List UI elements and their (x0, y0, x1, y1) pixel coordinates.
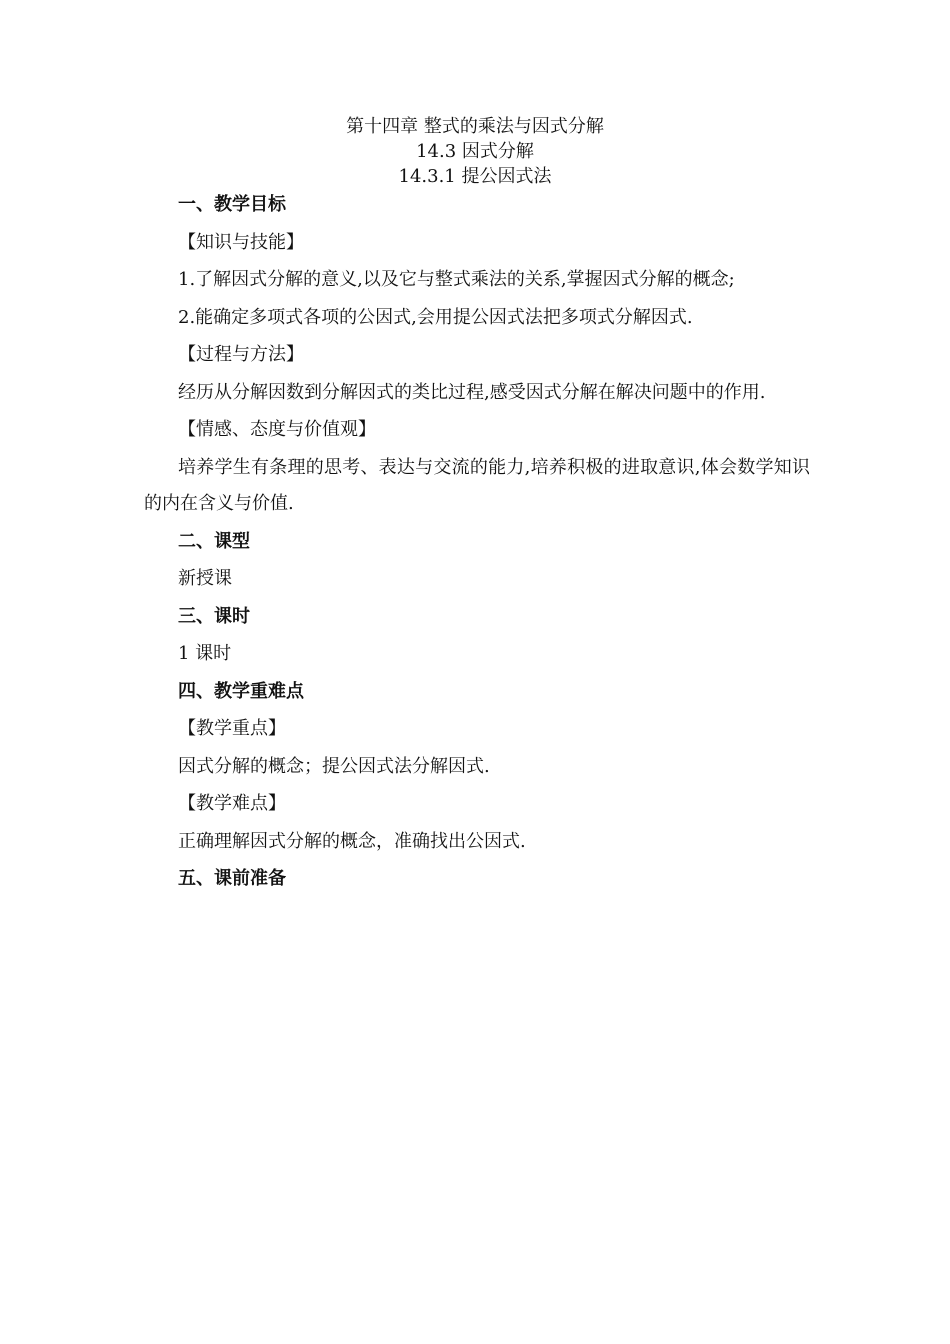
preparation-heading: 五、课前准备 (178, 868, 286, 889)
class-hours-heading: 三、课时 (178, 605, 250, 627)
objectives-heading: 一、教学目标 (178, 194, 286, 215)
difficulty-label: 【教学难点】 (178, 793, 286, 814)
focus-label: 【教学重点】 (178, 718, 286, 739)
key-points-heading: 四、教学重难点 (178, 680, 304, 702)
lesson-type-text: 新授课 (178, 568, 232, 589)
class-hours-text: 1 课时 (178, 643, 232, 664)
lesson-type-heading: 二、课型 (178, 530, 250, 552)
knowledge-label: 【知识与技能】 (178, 231, 304, 253)
process-label: 【过程与方法】 (178, 344, 304, 365)
subsection-title: 14.3.1 提公因式法 (398, 166, 552, 187)
process-text: 经历从分解因数到分解因式的类比过程,感受因式分解在解决问题中的作用. (178, 381, 766, 403)
section-title: 14.3 因式分解 (416, 141, 534, 162)
difficulty-text: 正确理解因式分解的概念，准确找出公因式. (178, 830, 526, 852)
document-body (144, 186, 810, 898)
knowledge-item-2: 2.能确定多项式各项的公因式,会用提公因式法把多项式分解因式. (178, 306, 693, 328)
emotion-label: 【情感、态度与价值观】 (178, 419, 376, 440)
emotion-text: 培养学生有条理的思考、表达与交流的能力,培养积极的进取意识,体会数学知识的内在含义与价值. (144, 456, 810, 514)
focus-text: 因式分解的概念；提公因式法分解因式. (178, 755, 490, 777)
knowledge-item-1: 1.了解因式分解的意义,以及它与整式乘法的关系,掌握因式分解的概念; (178, 269, 735, 290)
chapter-title: 第十四章 整式的乘法与因式分解 (346, 116, 604, 137)
title-block (0, 114, 950, 189)
